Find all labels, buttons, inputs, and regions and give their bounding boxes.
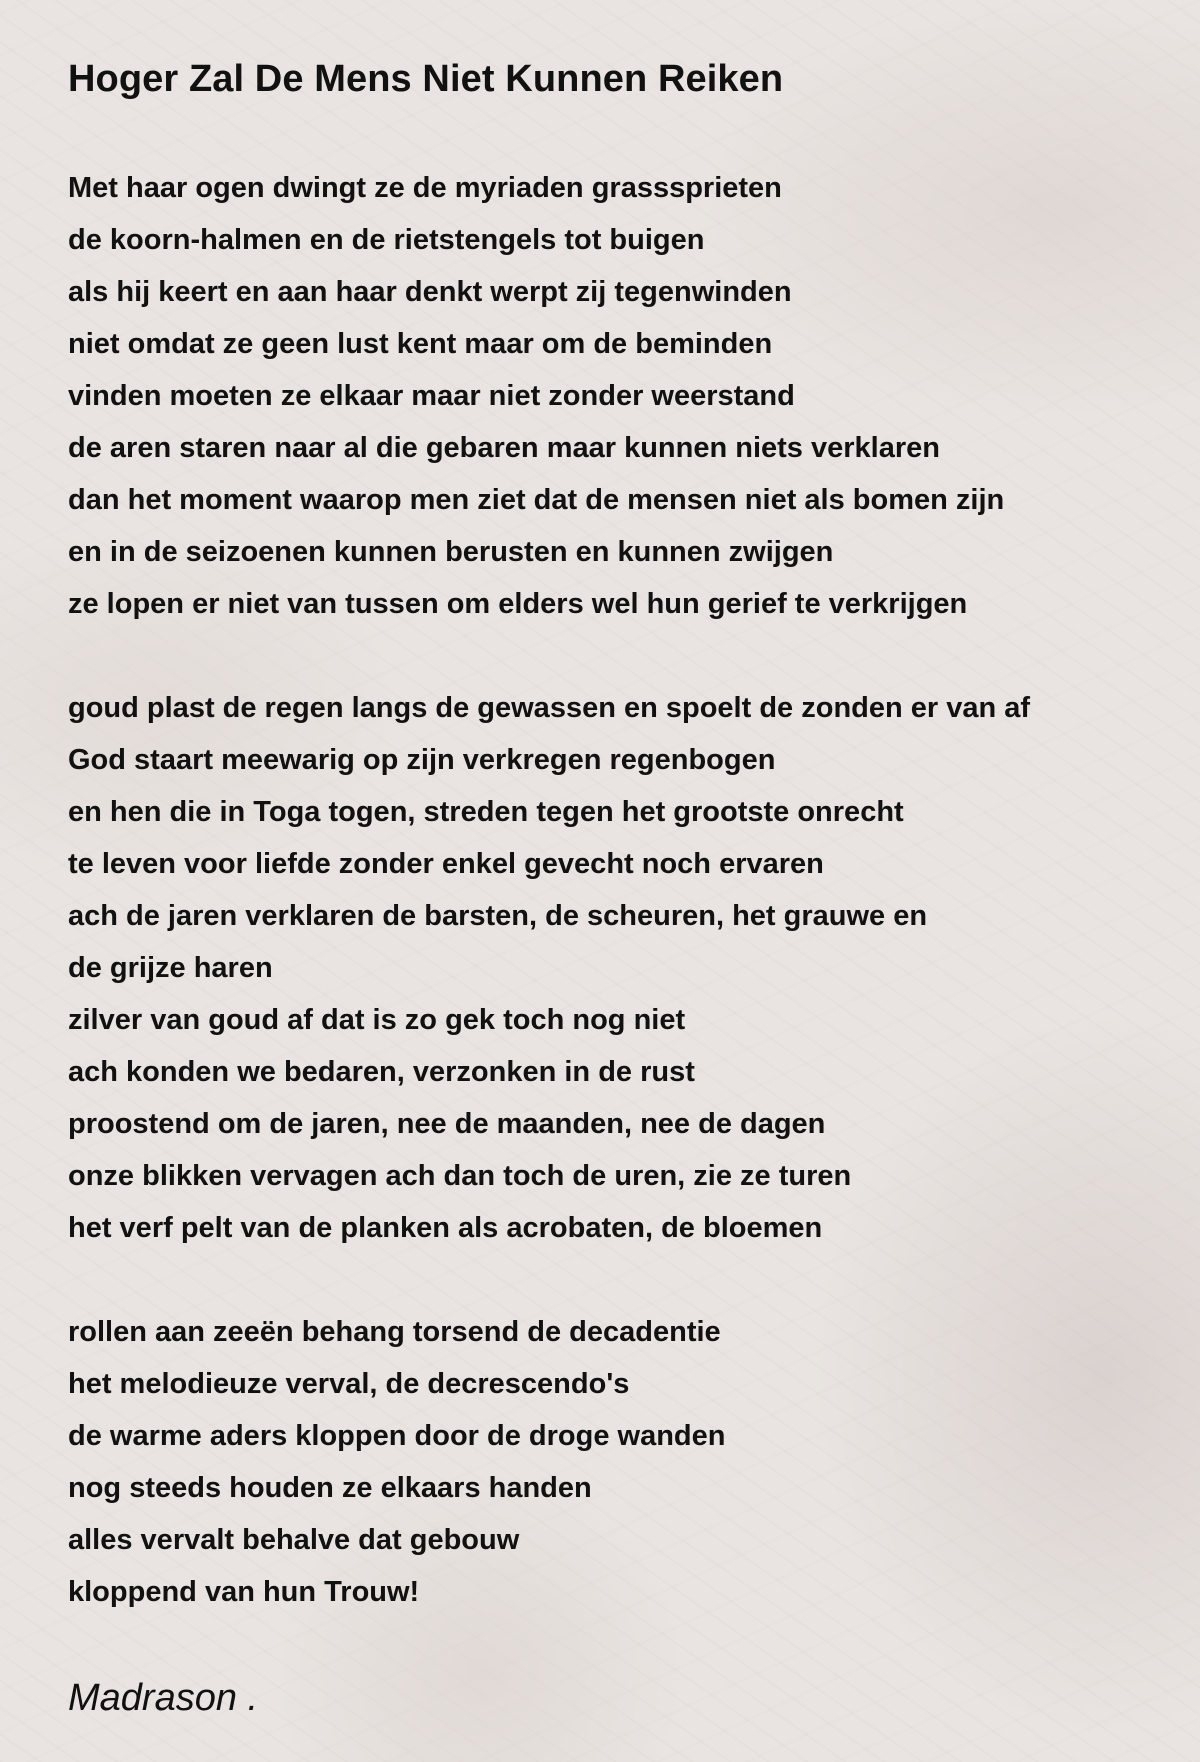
poem-line: de warme aders kloppen door de droge wanden [68,1420,726,1452]
poem-line: goud plast de regen langs de gewassen en spoelt de zonden er van af [68,692,1031,724]
poem-title: Hoger Zal De Mens Niet Kunnen Reiken [68,58,784,100]
poem-line: ze lopen er niet van tussen om elders wel hun gerief te verkrijgen [68,588,968,620]
poem-line: het verf pelt van de planken als acrobaten, de bloemen [68,1212,823,1244]
poem-line: en in de seizoenen kunnen berusten en kunnen zwijgen [68,536,834,568]
poem-line: Met haar ogen dwingt ze de myriaden grasssprieten [68,172,782,204]
stanza-3 [68,1306,1168,1618]
poem-author: Madrason . [68,1677,259,1719]
poem-line: proostend om de jaren, nee de maanden, nee de dagen [68,1108,826,1140]
poem-line: alles vervalt behalve dat gebouw [68,1524,520,1556]
poem-line: als hij keert en aan haar denkt werpt zij tegenwinden [68,276,792,308]
poem-line: vinden moeten ze elkaar maar niet zonder weerstand [68,380,795,412]
poem-line: God staart meewarig op zijn verkregen regenbogen [68,744,776,776]
poem-line: ach konden we bedaren, verzonken in de rust [68,1056,695,1088]
poem-line: en hen die in Toga togen, streden tegen het grootste onrecht [68,796,904,828]
poem-line: onze blikken vervagen ach dan toch de uren, zie ze turen [68,1160,852,1192]
poem-line: dan het moment waarop men ziet dat de mensen niet als bomen zijn [68,484,1005,516]
poem-body [68,162,1168,1618]
poem-line: de grijze haren [68,952,273,984]
stanza-1 [68,162,1168,630]
poem-line: zilver van goud af dat is zo gek toch nog niet [68,1004,686,1036]
poem-line: nog steeds houden ze elkaars handen [68,1472,592,1504]
poem-line: het melodieuze verval, de decrescendo's [68,1368,630,1400]
poem-line: te leven voor liefde zonder enkel gevecht noch ervaren [68,848,824,880]
poem-line: de koorn-halmen en de rietstengels tot buigen [68,224,705,256]
poem-line: de aren staren naar al die gebaren maar kunnen niets verklaren [68,432,940,464]
poem-line: niet omdat ze geen lust kent maar om de beminden [68,328,773,360]
poem-line: kloppend van hun Trouw! [68,1576,420,1608]
poem-container [68,48,1168,1726]
poem-line: ach de jaren verklaren de barsten, de scheuren, het grauwe en [68,900,928,932]
stanza-2 [68,682,1168,1254]
poem-line: rollen aan zeeën behang torsend de decadentie [68,1316,721,1348]
